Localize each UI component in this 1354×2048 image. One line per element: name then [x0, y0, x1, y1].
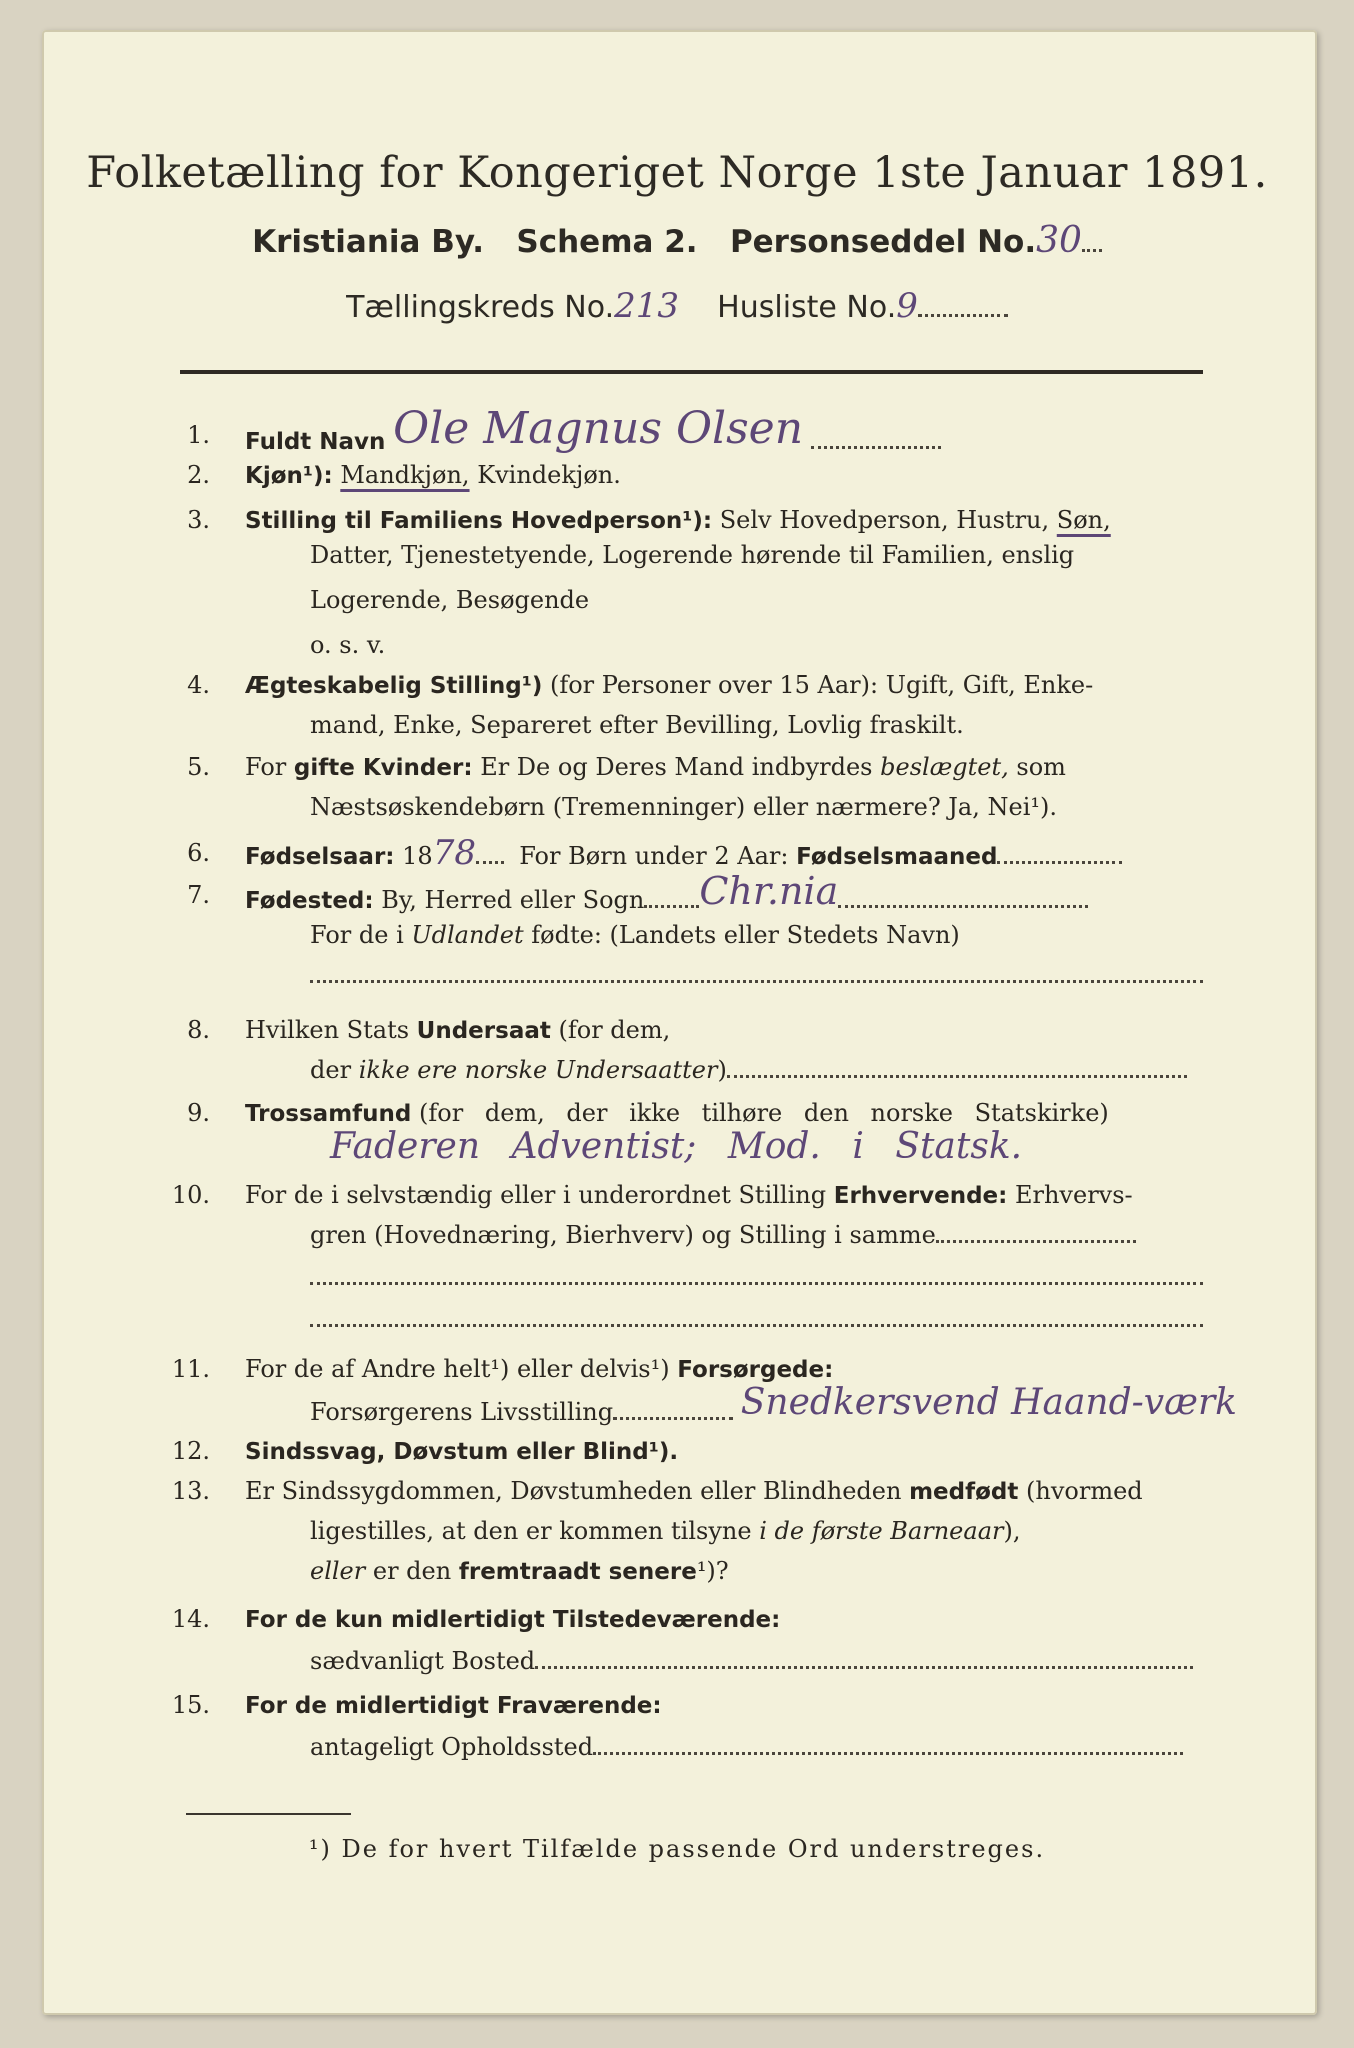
field-label: Ægteskabelig Stilling¹): [245, 673, 543, 699]
personseddel-label: Personseddel No.: [729, 224, 1037, 260]
field-label: gifte Kvinder:: [293, 755, 473, 781]
field-text: For de i selvstændig eller i underordnet Stilling: [245, 1181, 827, 1209]
field-label: Erhvervende:: [833, 1183, 1008, 1209]
field-text: (hvormed: [1026, 1477, 1143, 1505]
field-text-italic: i de første Barneaar: [759, 1517, 1004, 1545]
field-text: antageligt Opholdssted: [310, 1733, 594, 1761]
field-number: 2.: [187, 461, 210, 489]
footnote: ¹) De for hvert Tilfælde passende Ord understreges.: [308, 1835, 1046, 1863]
form-subline-2: [0, 286, 1354, 326]
field-text: ligestilles, at den er kommen tilsyne: [310, 1517, 752, 1545]
field-number: 9.: [187, 1099, 210, 1127]
field-label: Kjøn¹):: [245, 463, 333, 489]
field-number: 4.: [187, 671, 210, 699]
dotted-line: [838, 891, 1088, 908]
field-label: For de kun midlertidigt Tilstedeværende:: [245, 1607, 781, 1633]
field-text: ),: [1003, 1517, 1021, 1545]
field-label: Forsørgede:: [677, 1357, 834, 1383]
dotted-line: [613, 1403, 733, 1420]
field-text: Er De og Deres Mand indbyrdes: [480, 753, 873, 781]
dotted-line: [644, 891, 699, 908]
field-label: Fuldt Navn: [245, 429, 386, 455]
field-text: (for dem, der ikke tilhøre den norske Statskirke): [419, 1099, 1109, 1127]
field-number: 8.: [187, 1016, 210, 1044]
dotted-line: [936, 1226, 1136, 1243]
field-text: sædvanligt Bosted: [310, 1647, 536, 1675]
city-label: Kristiania By.: [252, 224, 484, 260]
field-label: fremtraadt senere: [458, 1559, 697, 1585]
full-name-value: Ole Magnus Olsen: [393, 403, 804, 454]
field-text: For de i: [310, 921, 404, 949]
position-option-son-selected: Søn,: [1056, 506, 1111, 534]
field-text: (for Personer over 15 Aar): Ugift, Gift, Enke-: [549, 671, 1094, 699]
dotted-line: [1082, 235, 1102, 252]
husliste-label: Husliste No.: [717, 290, 897, 325]
field-text: Selv Hovedperson, Hustru,: [719, 506, 1050, 534]
field-text-italic: ikke ere norske Undersaatter: [358, 1056, 718, 1084]
field-number: 10.: [171, 1181, 210, 1209]
field-text: Logerende, Besøgende: [310, 586, 590, 614]
dotted-line: [310, 1310, 1203, 1327]
field-text: o. s. v.: [310, 631, 386, 659]
field-text-italic: eller: [310, 1557, 366, 1585]
field-number: 6.: [187, 839, 210, 867]
field-text: er den: [372, 1557, 452, 1585]
field-number: 3.: [187, 506, 210, 534]
field-text: (for dem,: [558, 1016, 671, 1044]
field-label: Fødselsaar:: [245, 844, 395, 870]
birthplace-value: Chr.nia: [699, 869, 839, 913]
dotted-line: [727, 1061, 1187, 1078]
field-text: By, Herred eller Sogn: [381, 886, 645, 914]
dotted-line: [918, 300, 1008, 317]
field-label: Stilling til Familiens Hovedperson¹):: [245, 508, 713, 534]
sex-option-female: Kvindekjøn.: [477, 461, 621, 489]
field-text: som: [1016, 753, 1066, 781]
dotted-line: [593, 1738, 1183, 1755]
field-text: Næstsøskendebørn (Tremenninger) eller nærmere? Ja, Nei¹).: [310, 793, 1057, 821]
field-text: Forsørgerens Livsstilling: [310, 1398, 614, 1426]
field-text: Erhvervs-: [1014, 1181, 1133, 1209]
field-label: For de midlertidigt Fraværende:: [245, 1693, 662, 1719]
field-number: 5.: [187, 753, 210, 781]
field-number: 14.: [171, 1605, 210, 1633]
field-label: Fødselsmaaned: [796, 844, 998, 870]
field-text: Datter, Tjenestetyende, Logerende hørende til Familien, enslig: [310, 541, 1075, 569]
personseddel-number: 30: [1036, 220, 1082, 261]
field-label: Trossamfund: [245, 1101, 412, 1127]
field-text-italic: beslægtet,: [880, 753, 1009, 781]
field-text: fødte: (Landets eller Stedets Navn): [531, 921, 960, 949]
birth-year-value: 78: [432, 833, 476, 873]
field-number: 11.: [171, 1355, 210, 1383]
dotted-line: [997, 847, 1122, 864]
field-text: ): [717, 1056, 727, 1084]
dotted-line: [476, 847, 504, 864]
dotted-line: [535, 1652, 1193, 1669]
tellingskreds-number: 213: [614, 286, 680, 326]
field-text: der: [310, 1056, 352, 1084]
field-number: 12.: [171, 1437, 210, 1465]
husliste-number: 9: [896, 286, 918, 326]
dotted-line: [811, 432, 941, 449]
field-text: ¹)?: [696, 1557, 729, 1585]
provider-occupation-value: Snedkersvend Haand-værk: [740, 1382, 1237, 1423]
field-number: 1.: [187, 421, 210, 449]
sex-option-male-selected: Mandkjøn,: [340, 461, 470, 489]
field-label: Sindssvag, Døvstum eller Blind¹).: [245, 1439, 679, 1465]
dotted-line: [310, 1268, 1203, 1285]
field-number: 13.: [171, 1477, 210, 1505]
field-text: For: [245, 753, 287, 781]
form-subtitle: [0, 220, 1354, 261]
form-title: Folketælling for Kongeriget Norge 1ste Januar 1891.: [86, 148, 1268, 198]
field-text-italic: Udlandet: [411, 921, 524, 949]
field-text: For de af Andre helt¹) eller delvis¹): [245, 1355, 670, 1383]
dotted-line: [310, 966, 1203, 983]
field-label: medfødt: [909, 1479, 1019, 1505]
tellingskreds-label: Tællingskreds No.: [346, 290, 615, 325]
field-number: 7.: [187, 881, 210, 909]
birth-year-prefix: 18: [402, 842, 433, 870]
field-number: 15.: [171, 1691, 210, 1719]
field-text: mand, Enke, Separeret efter Bevilling, Lovlig fraskilt.: [310, 711, 964, 739]
field-label: Undersaat: [416, 1018, 551, 1044]
religion-value: Faderen Adventist; Mod. i Statsk.: [330, 1126, 1023, 1167]
schema-label: Schema 2.: [516, 224, 698, 260]
field-text: Er Sindssygdommen, Døvstumheden eller Blindheden: [245, 1477, 902, 1505]
field-text: gren (Hovednæring, Bierhverv) og Stilling i samme: [310, 1221, 936, 1249]
field-text: For Børn under 2 Aar:: [519, 842, 789, 870]
footnote-divider: [186, 1813, 351, 1815]
field-text: Hvilken Stats: [245, 1016, 410, 1044]
field-label: Fødested:: [245, 888, 374, 914]
header-divider: [180, 370, 1203, 374]
